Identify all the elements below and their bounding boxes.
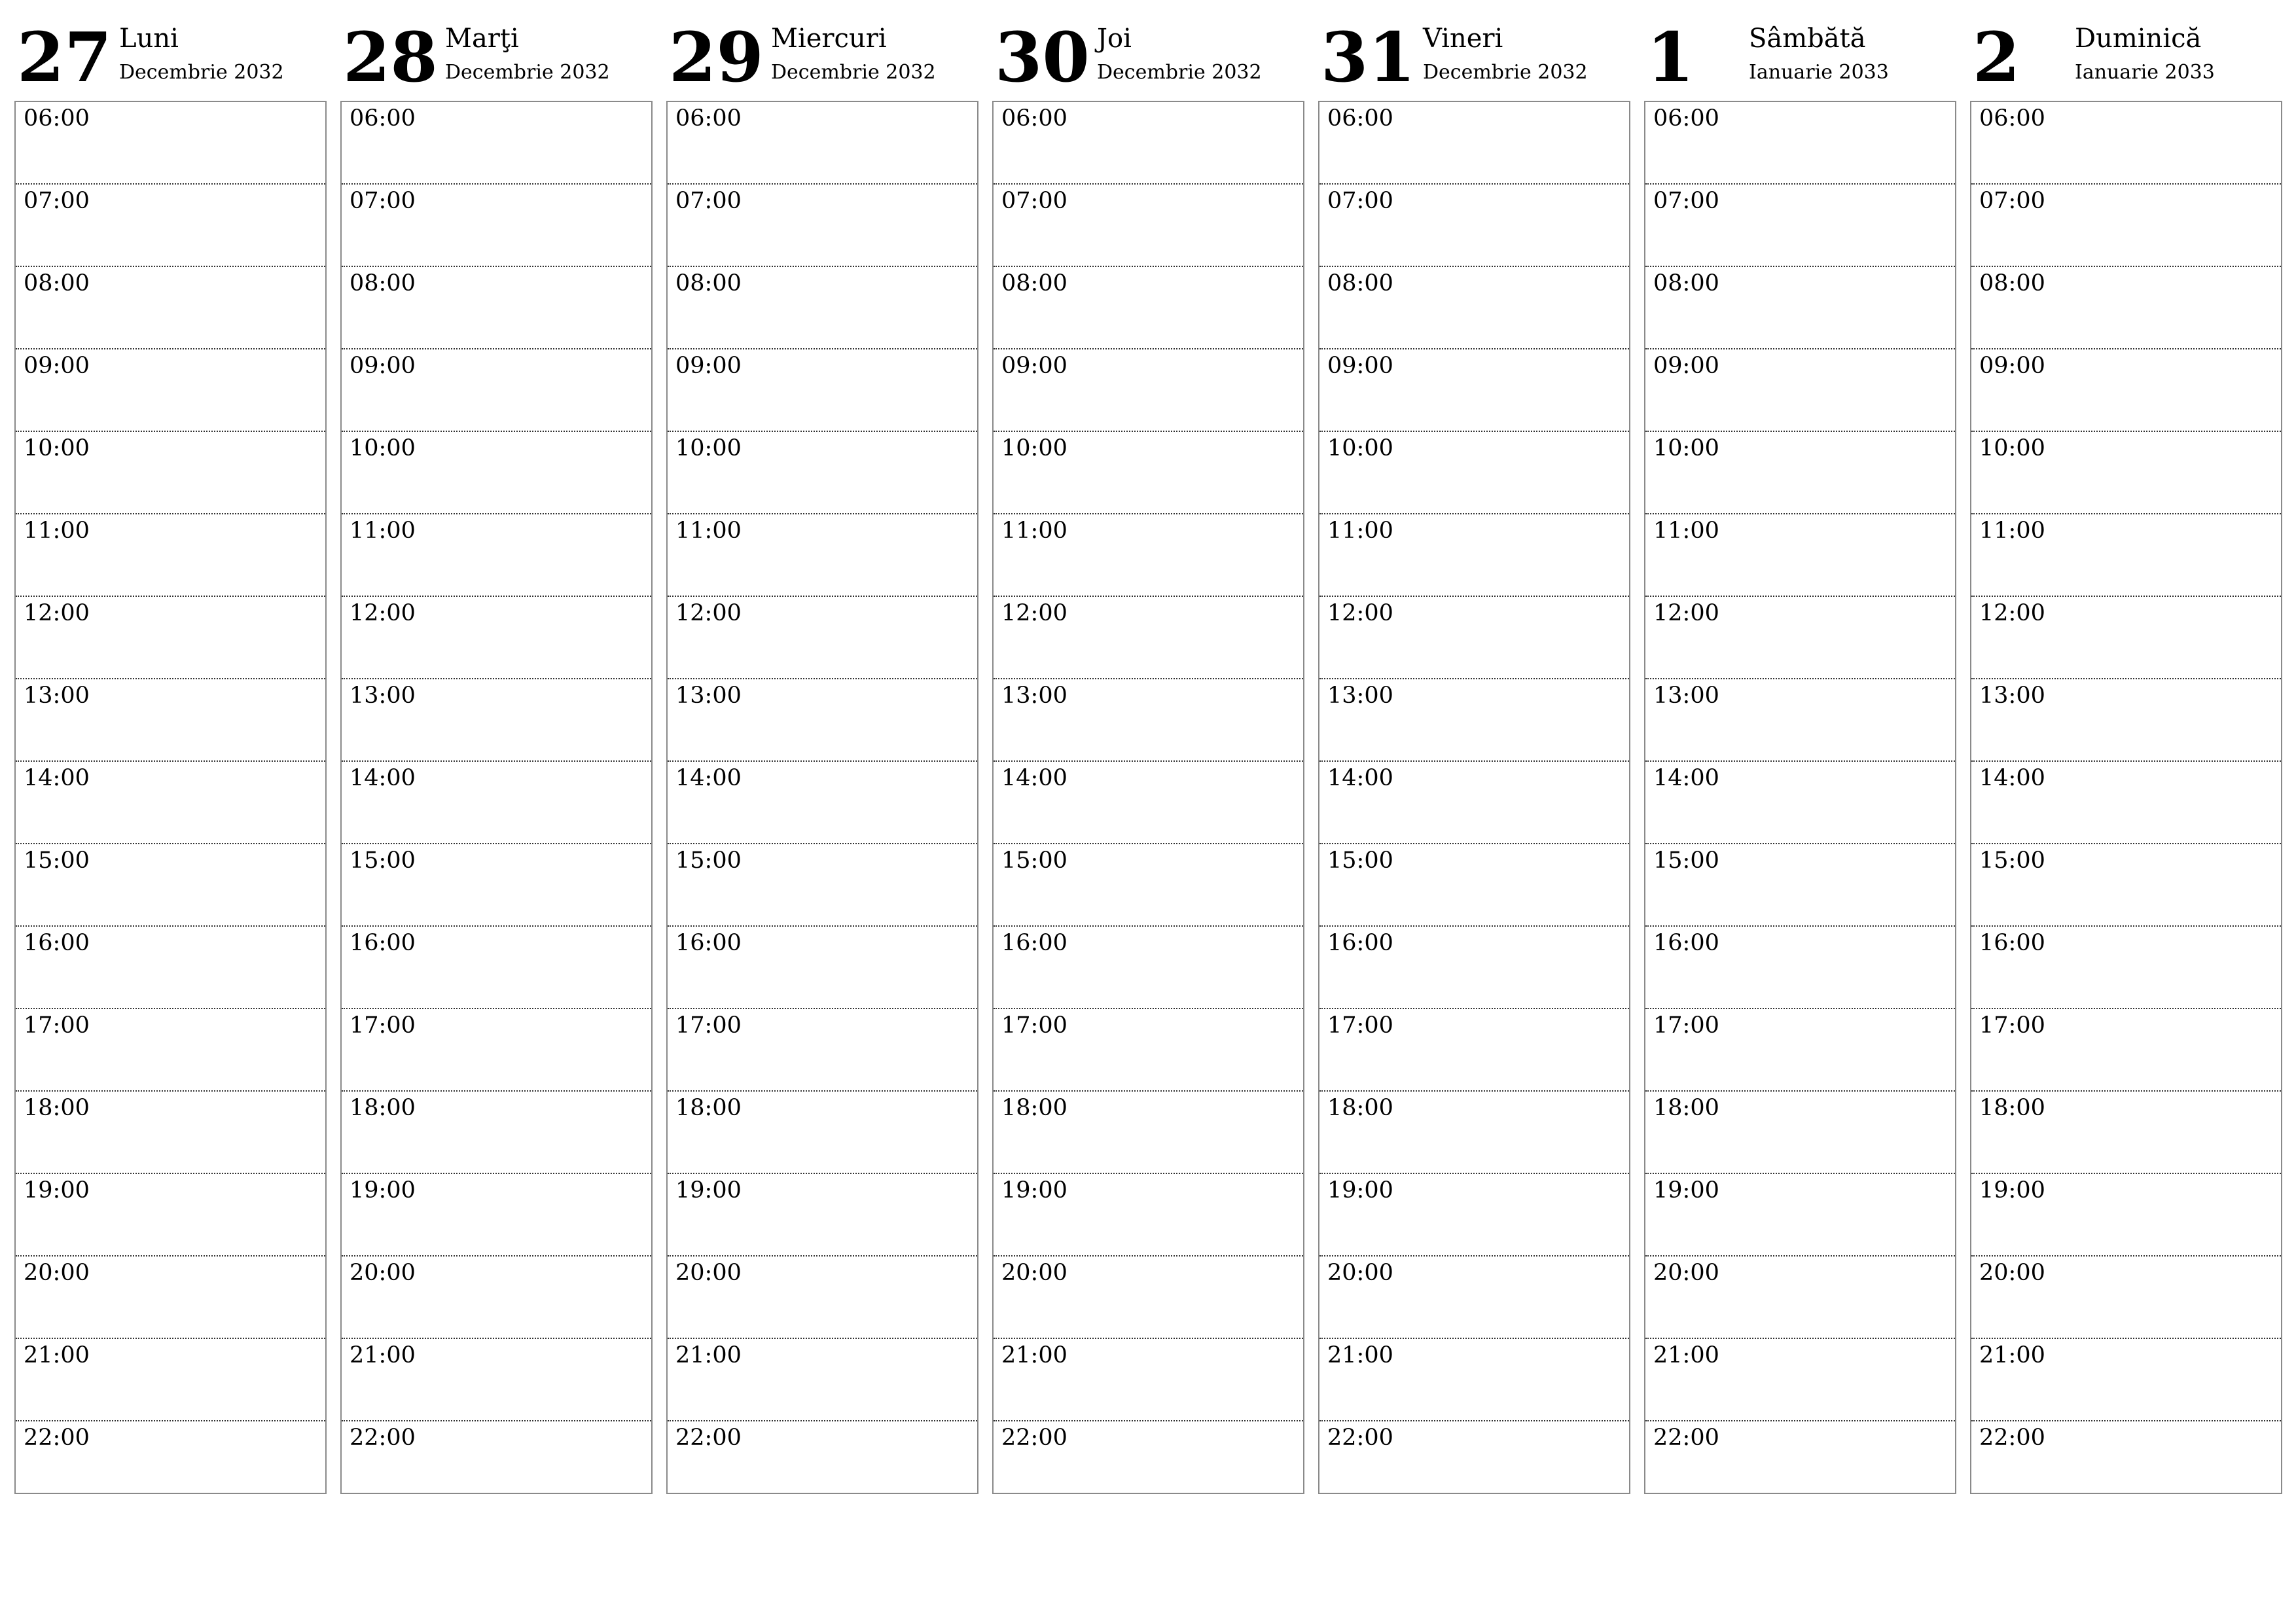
day-number: 27 xyxy=(17,17,112,98)
hour-label: 08:00 xyxy=(350,270,416,296)
hour-slot[interactable] xyxy=(1645,597,1955,679)
hour-label: 10:00 xyxy=(675,435,742,461)
hour-slot[interactable] xyxy=(16,762,325,844)
hour-slot[interactable] xyxy=(342,1421,651,1503)
day-name: Miercuri xyxy=(771,24,887,54)
hour-label: 17:00 xyxy=(350,1012,416,1039)
hour-slot[interactable] xyxy=(668,514,977,597)
hour-slot[interactable] xyxy=(1645,102,1955,185)
hour-label: 16:00 xyxy=(350,930,416,956)
hour-slot[interactable] xyxy=(1319,185,1629,267)
hour-slot[interactable] xyxy=(1971,349,2281,432)
hour-slot[interactable] xyxy=(668,267,977,349)
hour-label: 13:00 xyxy=(1653,683,1719,709)
hour-label: 09:00 xyxy=(1001,353,1067,379)
hour-slot[interactable] xyxy=(668,1009,977,1092)
hour-label: 15:00 xyxy=(1979,847,2045,874)
hour-slot[interactable] xyxy=(16,679,325,762)
hour-slot[interactable] xyxy=(1319,102,1629,185)
hour-label: 22:00 xyxy=(24,1425,90,1451)
hour-slot[interactable] xyxy=(994,1421,1303,1503)
hour-label: 13:00 xyxy=(350,683,416,709)
hour-slot[interactable] xyxy=(1319,1257,1629,1339)
hour-label: 16:00 xyxy=(1979,930,2045,956)
hour-slot[interactable] xyxy=(16,1174,325,1257)
hour-label: 21:00 xyxy=(24,1342,90,1368)
hour-label: 17:00 xyxy=(675,1012,742,1039)
hour-label: 11:00 xyxy=(1653,518,1719,544)
hour-slot[interactable] xyxy=(342,514,651,597)
hour-label: 12:00 xyxy=(1653,600,1719,626)
day-column xyxy=(1318,0,1630,1505)
hour-label: 10:00 xyxy=(1653,435,1719,461)
hour-slot[interactable] xyxy=(994,1092,1303,1174)
hour-label: 08:00 xyxy=(24,270,90,296)
day-column xyxy=(14,0,327,1505)
hour-slot[interactable] xyxy=(1971,762,2281,844)
hour-label: 20:00 xyxy=(1653,1260,1719,1286)
hour-label: 13:00 xyxy=(1979,683,2045,709)
hour-slot[interactable] xyxy=(1971,1339,2281,1421)
hour-label: 20:00 xyxy=(1979,1260,2045,1286)
hour-slot[interactable] xyxy=(1645,1339,1955,1421)
hour-slot[interactable] xyxy=(1971,1092,2281,1174)
day-month-year: Decembrie 2032 xyxy=(1423,61,1588,84)
day-schedule-box xyxy=(1318,101,1630,1494)
hour-slot[interactable] xyxy=(342,185,651,267)
hour-slot[interactable] xyxy=(16,1009,325,1092)
hour-label: 18:00 xyxy=(1001,1095,1067,1121)
day-header xyxy=(1644,0,1956,98)
day-header xyxy=(1318,0,1630,98)
hour-label: 12:00 xyxy=(350,600,416,626)
hour-slot[interactable] xyxy=(1971,185,2281,267)
hour-label: 13:00 xyxy=(1327,683,1393,709)
hour-label: 20:00 xyxy=(1327,1260,1393,1286)
hour-label: 22:00 xyxy=(1001,1425,1067,1451)
hour-label: 07:00 xyxy=(24,188,90,214)
hour-label: 21:00 xyxy=(675,1342,742,1368)
day-name: Joi xyxy=(1097,24,1132,54)
hour-label: 06:00 xyxy=(1001,105,1067,132)
hour-slot[interactable] xyxy=(1645,432,1955,514)
hour-slot[interactable] xyxy=(1645,1257,1955,1339)
hour-label: 12:00 xyxy=(1979,600,2045,626)
hour-slot[interactable] xyxy=(1319,267,1629,349)
day-number: 28 xyxy=(343,17,438,98)
hour-label: 07:00 xyxy=(1979,188,2045,214)
day-schedule-box xyxy=(14,101,327,1494)
hour-label: 13:00 xyxy=(1001,683,1067,709)
hour-slot[interactable] xyxy=(668,349,977,432)
hour-slot[interactable] xyxy=(994,102,1303,185)
hour-label: 12:00 xyxy=(24,600,90,626)
day-header xyxy=(992,0,1304,98)
hour-label: 21:00 xyxy=(1979,1342,2045,1368)
day-month-year: Ianuarie 2033 xyxy=(1749,61,1889,84)
hour-slot[interactable] xyxy=(342,432,651,514)
hour-label: 19:00 xyxy=(350,1177,416,1204)
day-month-year: Decembrie 2032 xyxy=(771,61,936,84)
hour-slot[interactable] xyxy=(16,927,325,1009)
hour-slot[interactable] xyxy=(1319,597,1629,679)
hour-slot[interactable] xyxy=(16,1339,325,1421)
hour-slot[interactable] xyxy=(342,927,651,1009)
hour-slot[interactable] xyxy=(16,267,325,349)
day-name: Vineri xyxy=(1423,24,1503,54)
hour-slot[interactable] xyxy=(1971,679,2281,762)
hour-label: 14:00 xyxy=(675,765,742,791)
hour-slot[interactable] xyxy=(1971,844,2281,927)
hour-label: 15:00 xyxy=(1653,847,1719,874)
hour-label: 14:00 xyxy=(1001,765,1067,791)
hour-slot[interactable] xyxy=(1971,432,2281,514)
hour-slot[interactable] xyxy=(1645,1174,1955,1257)
hour-label: 18:00 xyxy=(24,1095,90,1121)
hour-slot[interactable] xyxy=(1645,1092,1955,1174)
hour-slot[interactable] xyxy=(668,679,977,762)
hour-label: 13:00 xyxy=(24,683,90,709)
hour-label: 19:00 xyxy=(675,1177,742,1204)
hour-label: 06:00 xyxy=(350,105,416,132)
day-month-year: Decembrie 2032 xyxy=(445,61,610,84)
hour-label: 07:00 xyxy=(1001,188,1067,214)
hour-label: 15:00 xyxy=(1327,847,1393,874)
hour-slot[interactable] xyxy=(1645,762,1955,844)
hour-slot[interactable] xyxy=(342,597,651,679)
hour-slot[interactable] xyxy=(994,432,1303,514)
hour-label: 20:00 xyxy=(1001,1260,1067,1286)
hour-slot[interactable] xyxy=(1971,102,2281,185)
day-name: Luni xyxy=(119,24,179,54)
hour-slot[interactable] xyxy=(668,844,977,927)
hour-label: 07:00 xyxy=(1653,188,1719,214)
hour-slot[interactable] xyxy=(668,432,977,514)
hour-slot[interactable] xyxy=(342,762,651,844)
day-column xyxy=(1970,0,2282,1505)
hour-slot[interactable] xyxy=(1971,597,2281,679)
day-schedule-box xyxy=(992,101,1304,1494)
hour-label: 09:00 xyxy=(675,353,742,379)
hour-slot[interactable] xyxy=(1319,762,1629,844)
hour-label: 14:00 xyxy=(350,765,416,791)
hour-label: 11:00 xyxy=(1001,518,1067,544)
hour-slot[interactable] xyxy=(16,432,325,514)
hour-slot[interactable] xyxy=(994,1009,1303,1092)
hour-label: 11:00 xyxy=(350,518,416,544)
day-header xyxy=(1970,0,2282,98)
hour-label: 11:00 xyxy=(675,518,742,544)
hour-label: 16:00 xyxy=(1653,930,1719,956)
day-number: 2 xyxy=(1973,17,2020,98)
hour-slot[interactable] xyxy=(342,1092,651,1174)
day-header xyxy=(14,0,327,98)
hour-slot[interactable] xyxy=(994,844,1303,927)
day-name: Duminică xyxy=(2075,24,2202,54)
hour-label: 16:00 xyxy=(1327,930,1393,956)
hour-label: 17:00 xyxy=(24,1012,90,1039)
day-column xyxy=(1644,0,1956,1505)
hour-label: 09:00 xyxy=(24,353,90,379)
hour-slot[interactable] xyxy=(342,679,651,762)
day-column xyxy=(340,0,653,1505)
hour-slot[interactable] xyxy=(16,102,325,185)
hour-label: 17:00 xyxy=(1001,1012,1067,1039)
hour-slot[interactable] xyxy=(668,1339,977,1421)
hour-slot[interactable] xyxy=(994,1339,1303,1421)
hour-label: 15:00 xyxy=(24,847,90,874)
hour-slot[interactable] xyxy=(342,1174,651,1257)
hour-slot[interactable] xyxy=(16,1257,325,1339)
hour-label: 18:00 xyxy=(1653,1095,1719,1121)
hour-slot[interactable] xyxy=(1319,514,1629,597)
hour-slot[interactable] xyxy=(994,927,1303,1009)
hour-label: 08:00 xyxy=(675,270,742,296)
weekly-planner xyxy=(14,0,2292,1505)
hour-slot[interactable] xyxy=(342,102,651,185)
hour-label: 06:00 xyxy=(1979,105,2045,132)
hour-label: 21:00 xyxy=(1327,1342,1393,1368)
hour-label: 21:00 xyxy=(1001,1342,1067,1368)
hour-label: 06:00 xyxy=(24,105,90,132)
hour-label: 14:00 xyxy=(1327,765,1393,791)
hour-slot[interactable] xyxy=(342,1009,651,1092)
hour-slot[interactable] xyxy=(1319,844,1629,927)
hour-label: 07:00 xyxy=(675,188,742,214)
hour-slot[interactable] xyxy=(994,185,1303,267)
hour-label: 17:00 xyxy=(1979,1012,2045,1039)
day-name: Marţi xyxy=(445,24,519,54)
hour-slot[interactable] xyxy=(1971,1421,2281,1503)
hour-slot[interactable] xyxy=(668,597,977,679)
hour-label: 09:00 xyxy=(350,353,416,379)
hour-label: 15:00 xyxy=(675,847,742,874)
hour-slot[interactable] xyxy=(1645,185,1955,267)
hour-label: 08:00 xyxy=(1653,270,1719,296)
hour-slot[interactable] xyxy=(1645,927,1955,1009)
hour-label: 17:00 xyxy=(1327,1012,1393,1039)
hour-label: 18:00 xyxy=(675,1095,742,1121)
hour-slot[interactable] xyxy=(994,514,1303,597)
hour-slot[interactable] xyxy=(1645,349,1955,432)
hour-label: 19:00 xyxy=(1653,1177,1719,1204)
hour-slot[interactable] xyxy=(994,1257,1303,1339)
hour-label: 20:00 xyxy=(675,1260,742,1286)
hour-label: 09:00 xyxy=(1979,353,2045,379)
hour-slot[interactable] xyxy=(994,679,1303,762)
day-month-year: Decembrie 2032 xyxy=(1097,61,1262,84)
hour-slot[interactable] xyxy=(668,762,977,844)
hour-slot[interactable] xyxy=(342,844,651,927)
day-number: 30 xyxy=(995,17,1090,98)
hour-label: 10:00 xyxy=(350,435,416,461)
hour-slot[interactable] xyxy=(16,597,325,679)
hour-slot[interactable] xyxy=(668,927,977,1009)
hour-slot[interactable] xyxy=(1971,1009,2281,1092)
day-schedule-box xyxy=(1970,101,2282,1494)
day-name: Sâmbătă xyxy=(1749,24,1866,54)
hour-label: 12:00 xyxy=(1327,600,1393,626)
hour-slot[interactable] xyxy=(668,185,977,267)
hour-label: 19:00 xyxy=(1001,1177,1067,1204)
day-month-year: Decembrie 2032 xyxy=(119,61,284,84)
hour-slot[interactable] xyxy=(342,349,651,432)
hour-slot[interactable] xyxy=(994,762,1303,844)
hour-slot[interactable] xyxy=(994,349,1303,432)
hour-slot[interactable] xyxy=(16,185,325,267)
hour-slot[interactable] xyxy=(1645,267,1955,349)
hour-label: 18:00 xyxy=(1979,1095,2045,1121)
hour-label: 12:00 xyxy=(1001,600,1067,626)
hour-slot[interactable] xyxy=(1971,927,2281,1009)
hour-slot[interactable] xyxy=(994,267,1303,349)
hour-label: 22:00 xyxy=(675,1425,742,1451)
hour-slot[interactable] xyxy=(668,1174,977,1257)
hour-label: 22:00 xyxy=(1327,1425,1393,1451)
hour-slot[interactable] xyxy=(668,1257,977,1339)
hour-slot[interactable] xyxy=(1645,1421,1955,1503)
hour-slot[interactable] xyxy=(16,349,325,432)
hour-slot[interactable] xyxy=(668,1092,977,1174)
day-schedule-box xyxy=(340,101,653,1494)
day-number: 29 xyxy=(669,17,764,98)
hour-slot[interactable] xyxy=(1971,1257,2281,1339)
hour-label: 10:00 xyxy=(24,435,90,461)
hour-label: 19:00 xyxy=(1979,1177,2045,1204)
day-schedule-box xyxy=(1644,101,1956,1494)
hour-slot[interactable] xyxy=(16,1421,325,1503)
hour-label: 11:00 xyxy=(1327,518,1393,544)
hour-label: 18:00 xyxy=(1327,1095,1393,1121)
hour-slot[interactable] xyxy=(1645,679,1955,762)
hour-slot[interactable] xyxy=(1645,1009,1955,1092)
hour-label: 15:00 xyxy=(1001,847,1067,874)
hour-slot[interactable] xyxy=(1645,844,1955,927)
hour-slot[interactable] xyxy=(16,1092,325,1174)
day-header xyxy=(666,0,978,98)
hour-label: 10:00 xyxy=(1327,435,1393,461)
hour-slot[interactable] xyxy=(1319,1421,1629,1503)
hour-label: 15:00 xyxy=(350,847,416,874)
hour-label: 16:00 xyxy=(675,930,742,956)
hour-label: 10:00 xyxy=(1001,435,1067,461)
hour-label: 09:00 xyxy=(1327,353,1393,379)
hour-slot[interactable] xyxy=(342,267,651,349)
day-column xyxy=(992,0,1304,1505)
hour-slot[interactable] xyxy=(994,1174,1303,1257)
hour-slot[interactable] xyxy=(342,1257,651,1339)
hour-label: 08:00 xyxy=(1327,270,1393,296)
hour-label: 10:00 xyxy=(1979,435,2045,461)
hour-label: 08:00 xyxy=(1001,270,1067,296)
hour-label: 08:00 xyxy=(1979,270,2045,296)
hour-slot[interactable] xyxy=(16,844,325,927)
hour-slot[interactable] xyxy=(1319,1174,1629,1257)
hour-label: 07:00 xyxy=(350,188,416,214)
hour-label: 06:00 xyxy=(1327,105,1393,132)
hour-label: 06:00 xyxy=(1653,105,1719,132)
hour-label: 12:00 xyxy=(675,600,742,626)
hour-label: 11:00 xyxy=(24,518,90,544)
hour-label: 22:00 xyxy=(1653,1425,1719,1451)
hour-label: 14:00 xyxy=(1653,765,1719,791)
hour-label: 20:00 xyxy=(24,1260,90,1286)
hour-label: 16:00 xyxy=(24,930,90,956)
hour-label: 22:00 xyxy=(1979,1425,2045,1451)
hour-slot[interactable] xyxy=(668,1421,977,1503)
day-number: 1 xyxy=(1647,17,1695,98)
hour-label: 11:00 xyxy=(1979,518,2045,544)
hour-label: 07:00 xyxy=(1327,188,1393,214)
hour-label: 18:00 xyxy=(350,1095,416,1121)
hour-label: 20:00 xyxy=(350,1260,416,1286)
hour-slot[interactable] xyxy=(1319,1092,1629,1174)
hour-label: 19:00 xyxy=(1327,1177,1393,1204)
day-month-year: Ianuarie 2033 xyxy=(2075,61,2215,84)
hour-slot[interactable] xyxy=(1319,927,1629,1009)
hour-slot[interactable] xyxy=(1319,432,1629,514)
hour-label: 13:00 xyxy=(675,683,742,709)
hour-slot[interactable] xyxy=(668,102,977,185)
hour-slot[interactable] xyxy=(1645,514,1955,597)
hour-slot[interactable] xyxy=(16,514,325,597)
hour-label: 14:00 xyxy=(24,765,90,791)
hour-slot[interactable] xyxy=(994,597,1303,679)
hour-label: 22:00 xyxy=(350,1425,416,1451)
hour-slot[interactable] xyxy=(1319,1009,1629,1092)
hour-slot[interactable] xyxy=(1319,349,1629,432)
day-column xyxy=(666,0,978,1505)
hour-slot[interactable] xyxy=(342,1339,651,1421)
hour-label: 17:00 xyxy=(1653,1012,1719,1039)
hour-label: 06:00 xyxy=(675,105,742,132)
hour-slot[interactable] xyxy=(1971,267,2281,349)
hour-label: 16:00 xyxy=(1001,930,1067,956)
hour-label: 19:00 xyxy=(24,1177,90,1204)
hour-slot[interactable] xyxy=(1319,1339,1629,1421)
hour-slot[interactable] xyxy=(1971,1174,2281,1257)
day-number: 31 xyxy=(1321,17,1416,98)
day-schedule-box xyxy=(666,101,978,1494)
hour-label: 09:00 xyxy=(1653,353,1719,379)
hour-label: 14:00 xyxy=(1979,765,2045,791)
day-header xyxy=(340,0,653,98)
hour-label: 21:00 xyxy=(350,1342,416,1368)
hour-slot[interactable] xyxy=(1971,514,2281,597)
hour-label: 21:00 xyxy=(1653,1342,1719,1368)
hour-slot[interactable] xyxy=(1319,679,1629,762)
